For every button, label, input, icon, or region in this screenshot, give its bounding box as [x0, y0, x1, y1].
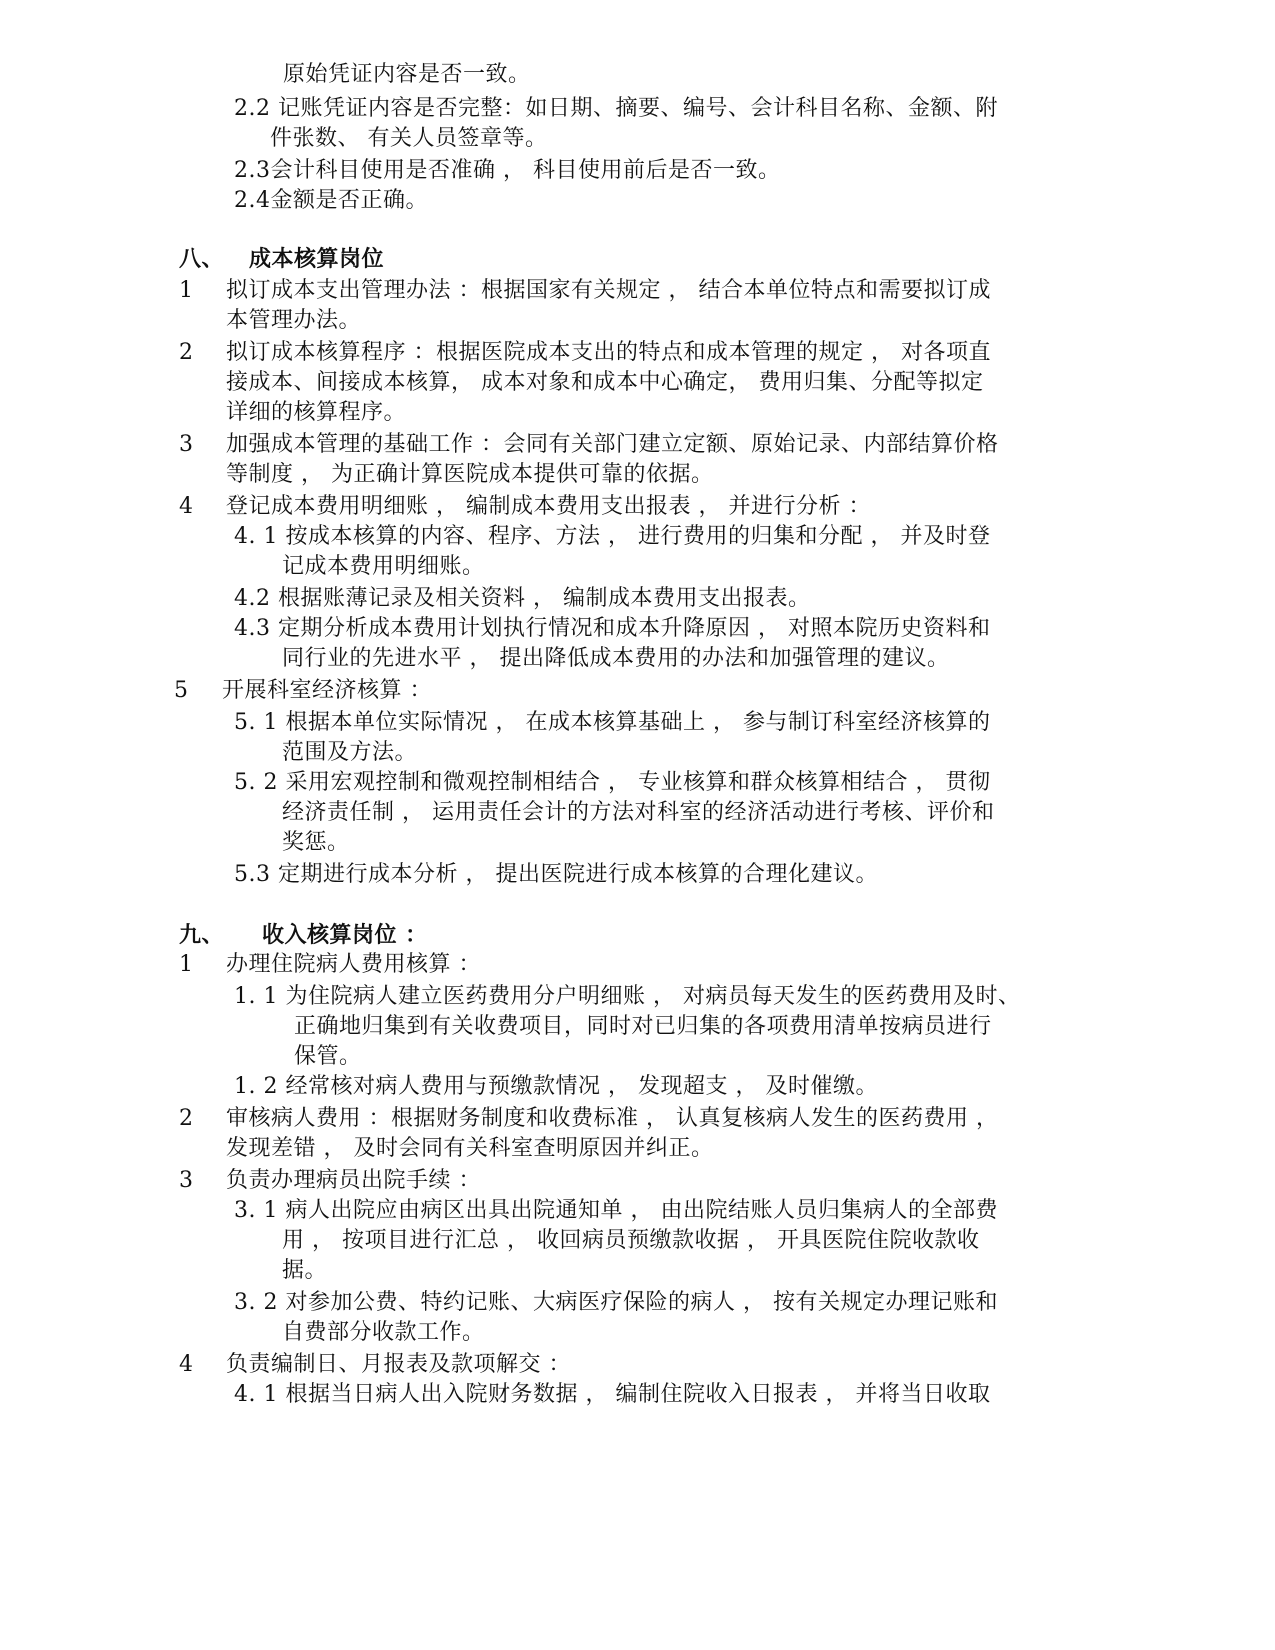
section-8-number: 八、 — [179, 246, 225, 272]
section-9-title: 收入核算岗位 ： — [262, 922, 428, 948]
s9-item-2-number: 2 — [179, 1106, 193, 1131]
s9-item-4-number: 4 — [179, 1352, 193, 1377]
s8-sub-5-2-line1: 5. 2 采用宏观控制和微观控制相结合 ， 专业核算和群众核算相结合 ， 贯彻 — [234, 770, 991, 795]
s9-sub-1-1-line1: 1. 1 为住院病人建立医药费用分户明细账 ， 对病员每天发生的医药费用及时、 — [234, 984, 1021, 1009]
s9-sub-3-1-line2: 用 ， 按项目进行汇总 ， 收回病员预缴款收据 ， 开具医院住院收款收 — [282, 1228, 980, 1253]
s8-item-2-number: 2 — [179, 340, 193, 365]
s8-sub-5-2-line3: 奖惩。 — [282, 830, 350, 855]
item-2-3: 2.3会计科目使用是否准确 ， 科目使用前后是否一致。 — [234, 158, 781, 183]
s9-item-2-line2: 发现差错 ， 及时会同有关科室查明原因并纠正。 — [226, 1136, 714, 1161]
s8-sub-5-3: 5.3 定期进行成本分析 ， 提出医院进行成本核算的合理化建议。 — [234, 862, 878, 887]
s8-item-2-line3: 详细的核算程序。 — [226, 400, 407, 425]
section-9-number: 九、 — [179, 922, 225, 948]
s9-sub-1-1-line3: 保管。 — [294, 1044, 362, 1069]
s9-item-4-text: 负责编制日、月报表及款项解交 ： — [226, 1352, 571, 1377]
s8-sub-4-3-line1: 4.3 定期分析成本费用计划执行情况和成本升降原因 ， 对照本院历史资料和 — [234, 616, 991, 641]
s9-sub-3-1-line1: 3. 1 病人出院应由病区出具出院通知单 ， 由出院结账人员归集病人的全部费 — [234, 1198, 998, 1223]
s9-sub-3-2-line2: 自费部分收款工作。 — [282, 1320, 485, 1345]
s9-item-3-number: 3 — [179, 1168, 193, 1193]
s9-sub-4-1-line1: 4. 1 根据当日病人出入院财务数据 ， 编制住院收入日报表 ， 并将当日收取 — [234, 1382, 991, 1407]
s9-item-1-text: 办理住院病人费用核算 ： — [226, 952, 481, 977]
s8-item-3-number: 3 — [179, 432, 193, 457]
s8-item-4-line1: 登记成本费用明细账 ， 编制成本费用支出报表 ， 并进行分析 ： — [226, 494, 871, 519]
s9-sub-1-2: 1. 2 经常核对病人费用与预缴款情况 ， 发现超支 ， 及时催缴。 — [234, 1074, 878, 1099]
s9-item-2-line1: 审核病人费用 ：根据财务制度和收费标准 ， 认真复核病人发生的医药费用 ， — [226, 1106, 999, 1131]
s8-sub-4-3-line2: 同行业的先进水平 ， 提出降低成本费用的办法和加强管理的建议。 — [282, 646, 950, 671]
s8-item-3-line2: 等制度 ， 为正确计算医院成本提供可靠的依据。 — [226, 462, 714, 487]
s8-item-5-text: 开展科室经济核算 ： — [222, 678, 432, 703]
item-2-4: 2.4金额是否正确。 — [234, 188, 428, 213]
s8-item-1-number: 1 — [179, 278, 193, 303]
s8-sub-4-2: 4.2 根据账薄记录及相关资料 ， 编制成本费用支出报表。 — [234, 586, 811, 611]
s8-item-2-line2: 接成本、间接成本核算， 成本对象和成本中心确定， 费用归集、分配等拟定 — [226, 370, 984, 395]
s8-sub-5-2-line2: 经济责任制 ， 运用责任会计的方法对科室的经济活动进行考核、评价和 — [282, 800, 995, 825]
section-8-title: 成本核算岗位 — [249, 246, 385, 272]
s8-item-2-line1: 拟订成本核算程序 ：根据医院成本支出的特点和成本管理的规定 ， 对各项直 — [226, 340, 991, 365]
s9-sub-3-2-line1: 3. 2 对参加公费、特约记账、大病医疗保险的病人 ， 按有关规定办理记账和 — [234, 1290, 998, 1315]
s9-item-1-number: 1 — [179, 952, 193, 977]
s8-sub-5-1-line1: 5. 1 根据本单位实际情况 ， 在成本核算基础上 ， 参与制订科室经济核算的 — [234, 710, 991, 735]
s8-item-1-line2: 本管理办法。 — [226, 308, 362, 333]
item-2-2-line2: 件张数、 有关人员签章等。 — [270, 126, 548, 151]
item-2-1-continuation: 原始凭证内容是否一致。 — [283, 62, 531, 87]
s9-sub-3-1-line3: 据。 — [282, 1258, 328, 1283]
item-2-2-line1: 2.2 记账凭证内容是否完整：如日期、摘要、编号、会计科目名称、金额、附 — [234, 96, 998, 121]
s9-sub-1-1-line2: 正确地归集到有关收费项目，同时对已归集的各项费用清单按病员进行 — [294, 1014, 992, 1039]
s8-item-5-number: 5 — [174, 678, 188, 703]
s8-item-4-number: 4 — [179, 494, 193, 519]
s8-item-1-line1: 拟订成本支出管理办法 ：根据国家有关规定 ， 结合本单位特点和需要拟订成 — [226, 278, 991, 303]
s8-sub-5-1-line2: 范围及方法。 — [282, 740, 418, 765]
s8-sub-4-1-line2: 记成本费用明细账。 — [282, 554, 485, 579]
s8-sub-4-1-line1: 4. 1 按成本核算的内容、程序、方法 ， 进行费用的归集和分配 ， 并及时登 — [234, 524, 991, 549]
s9-item-3-text: 负责办理病员出院手续 ： — [226, 1168, 481, 1193]
s8-item-3-line1: 加强成本管理的基础工作 ：会同有关部门建立定额、原始记录、内部结算价格 — [226, 432, 999, 457]
